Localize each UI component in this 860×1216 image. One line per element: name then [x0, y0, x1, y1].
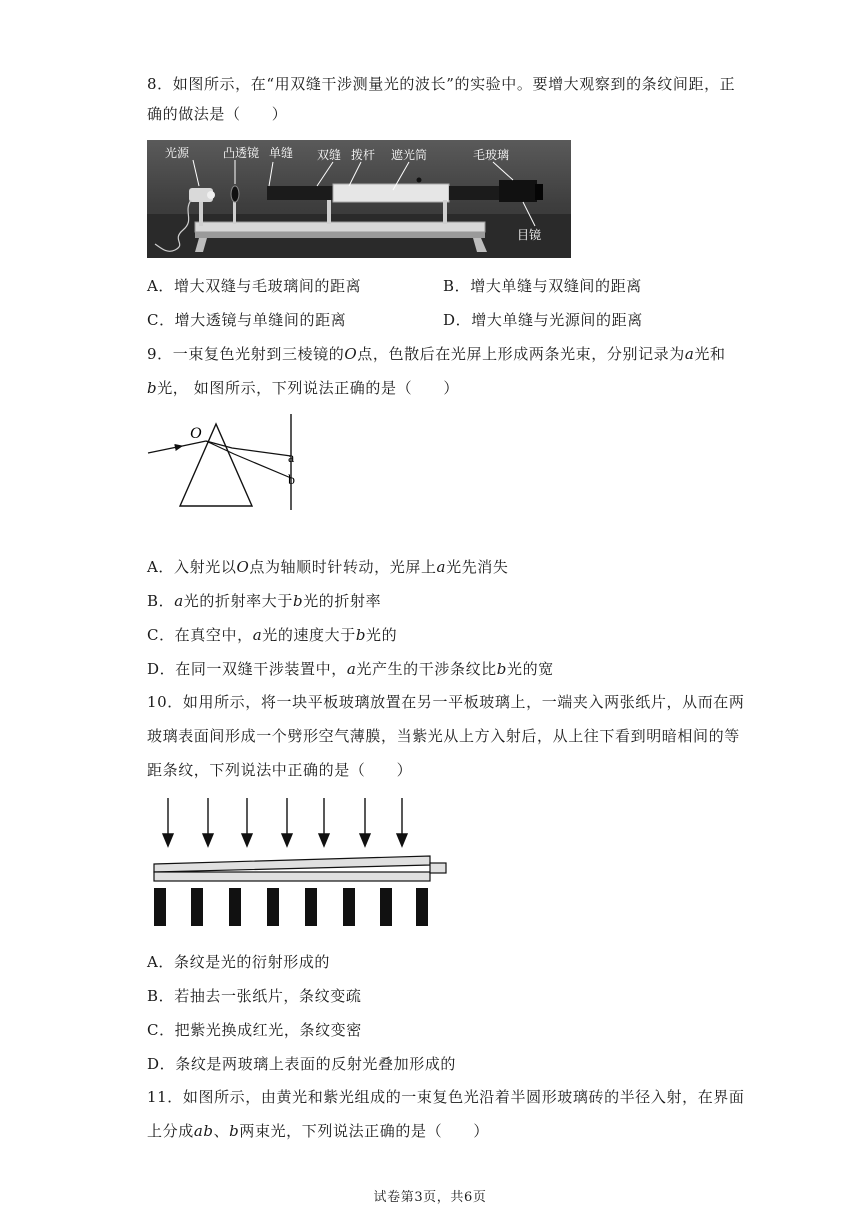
q11-stem-line2: 上分成ab、b两束光，下列说法正确的是（ ）: [147, 1122, 489, 1140]
label-lever: 拨杆: [351, 148, 376, 162]
q9-option-d: D．在同一双缝干涉装置中，a光产生的干涉条纹比b光的宽: [147, 660, 554, 678]
q8-option-d: D．增大单缝与光源间的距离: [443, 311, 643, 329]
lever-knob: [417, 178, 422, 183]
ray-b: [206, 441, 291, 478]
q8-option-c: C．增大透镜与单缝间的距离: [147, 311, 347, 329]
label-b: b: [288, 473, 295, 488]
q10-option-d: D．条纹是两玻璃上表面的反射光叠加形成的: [147, 1055, 457, 1073]
paper-slips: [430, 863, 446, 873]
q10-option-b: B．若抽去一张纸片，条纹变疏: [147, 987, 362, 1005]
convex-lens: [231, 186, 239, 202]
label-light-shield-tube: 遮光筒: [391, 148, 428, 162]
label-frosted-glass: 毛玻璃: [473, 148, 510, 162]
q9-stem-line2: b光， 如图所示，下列说法正确的是（ ）: [147, 379, 459, 397]
prism-figure: [140, 408, 310, 518]
fringes: [154, 888, 428, 926]
q10-option-c: C．把紫光换成红光，条纹变密: [147, 1021, 362, 1039]
wedge-film-figure: [150, 794, 460, 934]
q9-option-c: C．在真空中，a光的速度大于b光的: [147, 626, 398, 644]
incident-arrows: [163, 798, 407, 846]
q8-stem-line1: 8．如图所示，在“用双缝干涉测量光的波长”的实验中。要增大观察到的条纹间距，正: [147, 75, 736, 93]
q8-stem-line2: 确的做法是（ ）: [147, 105, 288, 123]
eyepiece: [499, 180, 537, 202]
q10-stem-line1: 10．如用所示，将一块平板玻璃放置在另一平板玻璃上，一端夹入两张纸片，从而在两: [147, 693, 745, 711]
upper-glass: [154, 856, 430, 872]
label-double-slit: 双缝: [317, 148, 342, 162]
q8-option-a: A．增大双缝与毛玻璃间的距离: [147, 277, 362, 295]
q9-stem-line1: 9．一束复色光射到三棱镜的O点，色散后在光屏上形成两条光束，分别记录为a光和: [147, 345, 726, 363]
light-shield-tube: [333, 184, 449, 202]
label-eyepiece: 目镜: [517, 228, 542, 242]
q11-stem-line1: 11．如图所示，由黄光和紫光组成的一束复色光沿着半圆形玻璃砖的半径入射，在界面: [147, 1088, 745, 1106]
q8-option-b: B．增大单缝与双缝间的距离: [443, 277, 642, 295]
incident-ray: [148, 446, 182, 453]
label-light-source: 光源: [165, 146, 190, 160]
apparatus-photo: [147, 140, 571, 258]
point-o-label: O: [190, 425, 202, 442]
slit-holder: [267, 186, 333, 200]
q10-stem-line3: 距条纹，下列说法中正确的是（ ）: [147, 761, 413, 779]
lower-glass: [154, 872, 430, 881]
label-single-slit: 单缝: [269, 146, 294, 160]
ray-a: [206, 441, 291, 456]
q10-stem-line2: 玻璃表面间形成一个劈形空气薄膜，当紫光从上方入射后，从上往下看到明暗相间的等: [147, 727, 740, 745]
frosted-glass-holder: [449, 186, 499, 200]
q9-option-a: A．入射光以O点为轴顺时针转动，光屏上a光先消失: [147, 558, 509, 576]
q10-option-a: A．条纹是光的衍射形成的: [147, 953, 331, 971]
label-a: a: [288, 451, 295, 466]
page-footer: 试卷第3页，共6页: [373, 1190, 487, 1205]
label-convex-lens: 凸透镜: [223, 146, 260, 160]
q9-option-b: B．a光的折射率大于b光的折射率: [147, 592, 382, 610]
